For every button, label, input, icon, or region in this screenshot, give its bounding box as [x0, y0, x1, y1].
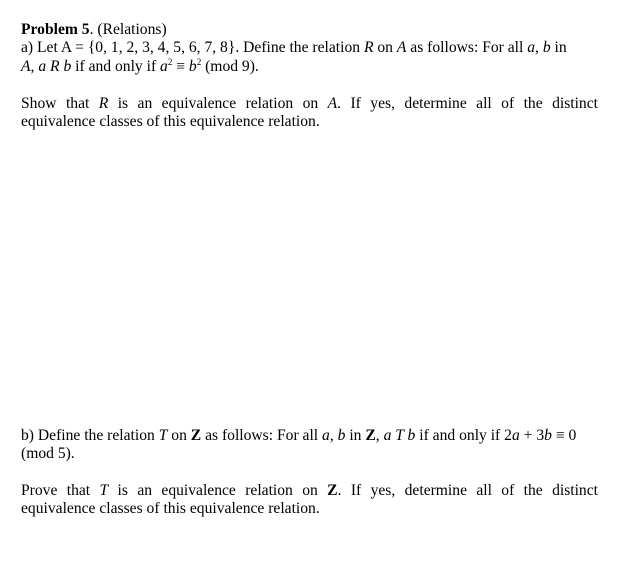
part-a-definition-line-2: A, a R b if and only if $a^2 \equiv b^2$ (mod 9).	[21, 57, 259, 75]
part-b-definition-line-1: b) Define the relation T on Z as follows: For all a, b in Z, a T b if and only if 2a + 3b ≡ 0	[21, 427, 577, 444]
problem-topic: . (Relations)	[89, 21, 167, 38]
part-a-task-line-2: equivalence classes of this equivalence relation.	[21, 113, 320, 130]
part-b-task-line-2: equivalence classes of this equivalence relation.	[21, 500, 320, 517]
part-b-task-line-1: Prove that T is an equivalence relation on Z. If yes, determine all of the distinct	[21, 482, 598, 499]
part-a-definition-line-1: a) Let A = {0, 1, 2, 3, 4, 5, 6, 7, 8}. Define the relation R on A as follows: For all a, b in	[21, 39, 567, 56]
problem-number: Problem 5	[21, 21, 90, 38]
part-a-task-line-1: Show that R is an equivalence relation on A. If yes, determine all of the distinct	[21, 95, 598, 112]
part-b-definition-line-2: (mod 5).	[21, 445, 75, 462]
problem-title	[21, 21, 167, 39]
